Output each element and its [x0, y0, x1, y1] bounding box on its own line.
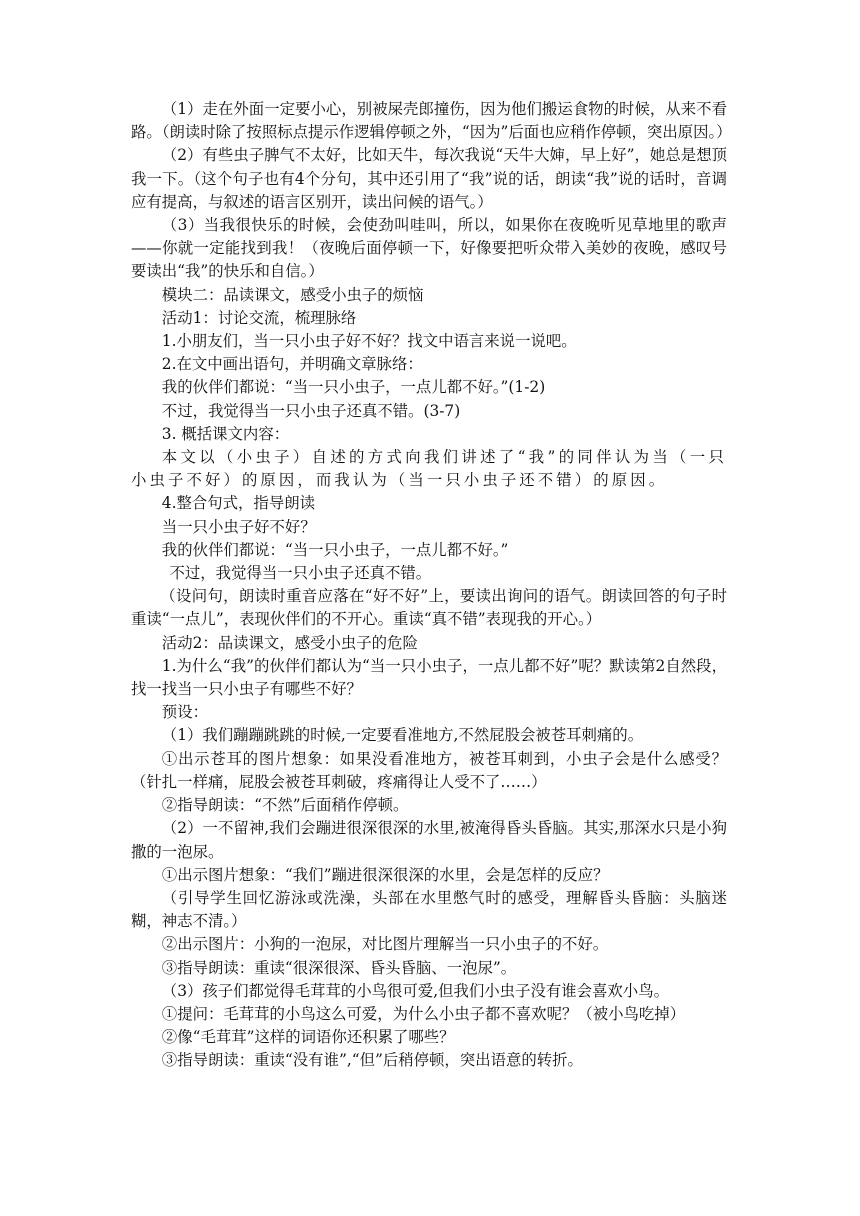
paragraph: 活动2：品读课文，感受小虫子的危险	[161, 633, 418, 652]
paragraph: ②出示图片：小狗的一泡尿，对比图片理解当一只小虫子的不好。	[161, 935, 609, 954]
paragraph: ③指导朗读：重读“很深很深、昏头昏脑、一泡尿”。	[161, 958, 517, 977]
document-body	[131, 98, 732, 1073]
paragraph: （2）有些虫子脾气不太好，比如天牛，每次我说“天牛大婶，早上好”，她总是想顶我一下。（这个句子也有4个分句，其中还引用了“我”说的话，朗读“我”说的话时，音调应有提高，与叙述的语言区别开，读出问候的语气。）	[131, 146, 727, 211]
paragraph: 预设：	[161, 703, 208, 722]
paragraph: ①出示苍耳的图片想象：如果没看准地方，被苍耳刺到，小虫子会是什么感受？（针扎一样痛，屁股会被苍耳刺破，疼痛得让人受不了……）	[131, 749, 727, 791]
paragraph: ③指导朗读：重读“没有谁”,“但”后稍停顿，突出语意的转折。	[161, 1051, 583, 1070]
paragraph: （1）我们蹦蹦跳跳的时候,一定要看准地方,不然屁股会被苍耳刺痛的。	[161, 726, 644, 745]
paragraph: 当一只小虫子好不好？	[161, 517, 316, 536]
paragraph: 模块二：品读课文，感受小虫子的烦恼	[161, 285, 424, 304]
paragraph: 我的伙伴们都说：“当一只小虫子，一点儿都不好。”(1-2)	[161, 378, 546, 397]
paragraph: （1）走在外面一定要小心，别被屎壳郎撞伤，因为他们搬运食物的时候，从来不看路。（朗读时除了按照标点提示作逻辑停顿之外，“因为”后面也应稍作停顿，突出原因。）	[131, 100, 732, 142]
paragraph: 我的伙伴们都说：“当一只小虫子，一点儿都不好。”	[161, 540, 509, 559]
paragraph: 活动1：讨论交流，梳理脉络	[161, 308, 357, 327]
paragraph: （2）一不留神,我们会蹦进很深很深的水里,被淹得昏头昏脑。其实,那深水只是小狗撒的一泡尿。	[131, 819, 727, 861]
paragraph: （设问句，朗读时重音应落在“好不好”上，要读出询问的语气。朗读回答的句子时重读“一点儿”，表现伙伴们的不开心。重读“真不错”表现我的开心。）	[131, 587, 727, 629]
paragraph: ②像“毛茸茸”这样的词语你还积累了哪些？	[161, 1028, 455, 1047]
paragraph: （3）孩子们都觉得毛茸茸的小鸟很可爱,但我们小虫子没有谁会喜欢小鸟。	[161, 981, 669, 1000]
paragraph: （引导学生回忆游泳或洗澡，头部在水里憋气时的感受，理解昏头昏脑：头脑迷糊，神志不清。）	[131, 888, 727, 931]
paragraph: （3）当我很快乐的时候，会使劲叫哇叫，所以，如果你在夜晚听见草地里的歌声——你就一定能找到我！（夜晚后面停顿一下，好像要把听众带入美妙的夜晚，感叹号要读出“我”的快乐和自信。）	[131, 216, 727, 281]
paragraph: ①出示图片想象：“我们”蹦进很深很深的水里，会是怎样的反应？	[161, 865, 609, 884]
paragraph: 本文以（小虫子）自述的方式向我们讲述了“我”的同伴认为当（一只小虫子不好）的原因，而我认为（当一只小虫子还不错）的原因。	[131, 448, 727, 490]
paragraph: 1.为什么“我”的伙伴们都认为“当一只小虫子，一点儿都不好”呢？默读第2自然段，找一找当一只小虫子有哪些不好？	[131, 656, 727, 699]
paragraph: 4.整合句式，指导朗读	[161, 494, 315, 513]
paragraph: ①提问：毛茸茸的小鸟这么可爱，为什么小虫子都不喜欢呢？（被小鸟吃掉）	[161, 1004, 686, 1023]
paragraph: 1.小朋友们，当一只小虫子好不好？找文中语言来说一说吧。	[161, 332, 577, 351]
paragraph: ②指导朗读：“不然”后面稍作停顿。	[161, 796, 409, 815]
paragraph: 不过，我觉得当一只小虫子还真不错。	[169, 564, 432, 583]
paragraph: 2.在文中画出语句，并明确文章脉络：	[161, 355, 423, 374]
paragraph: 不过，我觉得当一只小虫子还真不错。(3-7)	[161, 401, 461, 420]
paragraph: 3. 概括课文内容：	[161, 424, 290, 443]
